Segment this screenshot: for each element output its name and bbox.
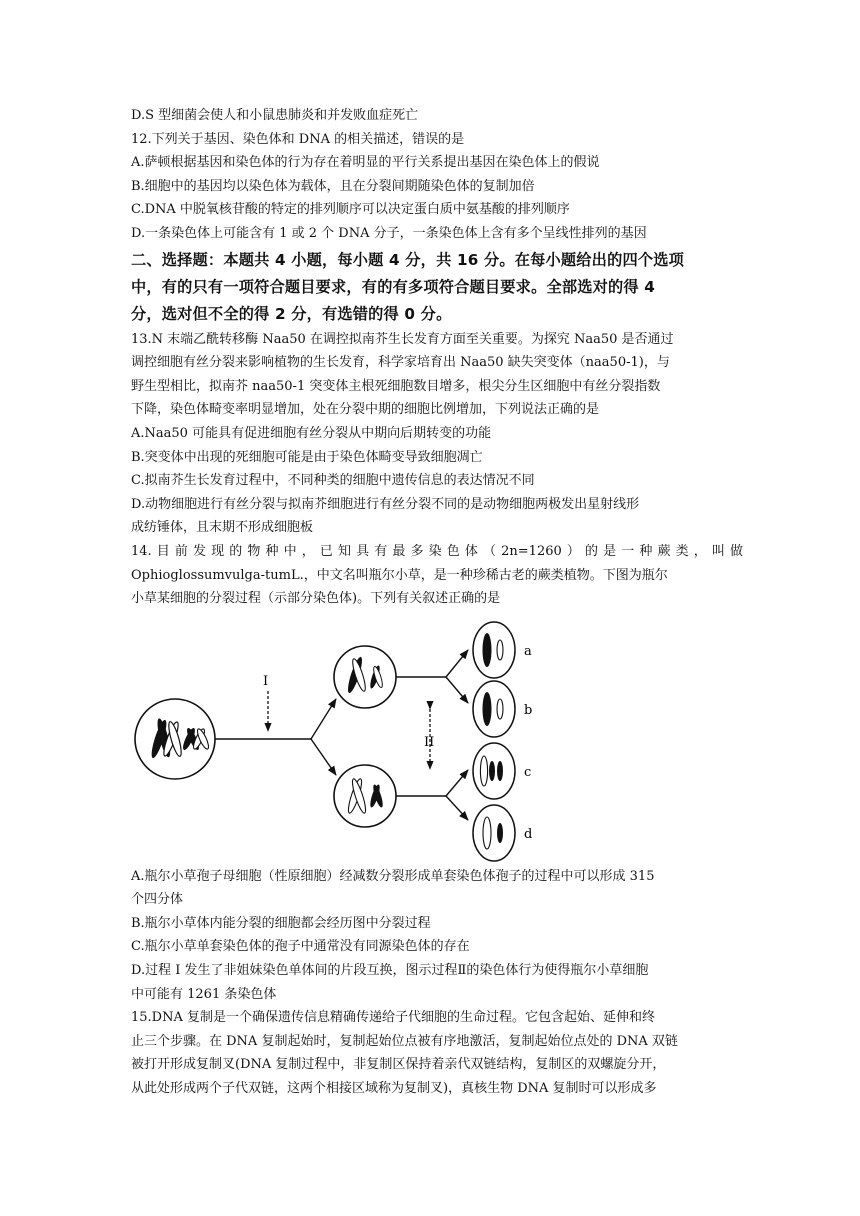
- process-I-arrow: [263, 674, 268, 731]
- section-2-heading-line-1: 二、选择题：本题共 4 小题，每小题 4 分，共 16 分。在每小题给出的四个选项: [131, 250, 685, 269]
- q13-stem-line-4: 下降，染色体畸变率明显增加，处在分裂中期的细胞比例增加，下列说法正确的是: [131, 402, 600, 418]
- label-a: a: [524, 643, 532, 659]
- q13-option-b: B.突变体中出现的死细胞可能是由于染色体畸变导致细胞凋亡: [131, 449, 483, 465]
- exam-page: [131, 104, 743, 1101]
- q14-option-c: C.瓶尔小草单套染色体的孢子中通常没有同源染色体的存在: [131, 939, 470, 955]
- q15-line-2: 止三个步骤。在 DNA 复制起始时，复制起始位点被有序地激活，复制起始位点处的 DNA 双链: [131, 1033, 678, 1049]
- q12-stem: 12.下列关于基因、染色体和 DNA 的相关描述，错误的是: [131, 131, 465, 147]
- q14-option-d-line-2: 中可能有 1261 条染色体: [131, 986, 277, 1002]
- q14-stem-line-2: Ophioglossumvulga-tumL.，中文名叫瓶尔小草，是一种珍稀古老的蕨类植物。下图为瓶尔: [131, 567, 668, 583]
- label-process-II: II: [424, 734, 435, 750]
- q12-option-c: C.DNA 中脱氧核苷酸的特定的排列顺序可以决定蛋白质中氨基酸的排列顺序: [131, 202, 570, 218]
- process-II-arrow: [424, 709, 434, 769]
- q13-option-d-line-2: 成纺锤体，且末期不形成细胞板: [131, 520, 314, 536]
- q14-option-a-line-2: 个四分体: [131, 892, 184, 908]
- secondary-cell-upper: [334, 646, 396, 708]
- q14-option-b: B.瓶尔小草体内能分裂的细胞都会经历图中分裂过程: [131, 915, 431, 931]
- label-b: b: [524, 702, 533, 718]
- q15-line-1: 15.DNA 复制是一个确保遗传信息精确传递给子代细胞的生命过程。它包含起始、延伸和终: [131, 1010, 655, 1026]
- q14-stem-line-1: 14.目前发现的物种中，已知具有最多染色体（2n=1260）的是一种蕨类，叫做: [131, 543, 743, 559]
- daughter-cell-b: [473, 681, 532, 737]
- q14-option-d-line-1: D.过程 I 发生了非姐妹染色单体间的片段互换，图示过程Ⅱ的染色体行为使得瓶尔小草细胞: [131, 963, 649, 979]
- q11-option-d: D.S 型细菌会使人和小鼠患肺炎和并发败血症死亡: [131, 108, 419, 123]
- q15-line-4: 从此处形成两个子代双链，这两个相接区域称为复制叉)，真核生物 DNA 复制时可以形成多: [131, 1081, 657, 1097]
- secondary-cell-lower: [334, 765, 396, 827]
- q13-option-c: C.拟南芥生长发育过程中，不同种类的细胞中遗传信息的表达情况不同: [131, 473, 535, 489]
- q12-option-b: B.细胞中的基因均以染色体为载体，且在分裂间期随染色体的复制加倍: [131, 178, 535, 194]
- q13-stem-line-3: 野生型相比，拟南芥 naa50-1 突变体主根死细胞数目增多，根尖分生区细胞中有丝分裂指数: [131, 378, 661, 394]
- section-2-heading-line-2: 中，有的只有一项符合题目要求，有的有多项符合题目要求。全部选对的得 4: [131, 277, 656, 296]
- daughter-cell-d: [473, 805, 532, 861]
- branch-arrows-1: [215, 699, 336, 775]
- q12-option-a: A.萨顿根据基因和染色体的行为存在着明显的平行关系提出基因在染色体上的假说: [131, 155, 600, 171]
- q13-stem-line-1: 13.N 末端乙酰转移酶 Naa50 在调控拟南芥生长发育方面至关重要。为探究 Naa50 是否通过: [131, 331, 674, 347]
- daughter-cell-c: [473, 743, 531, 799]
- q13-option-a: A.Naa50 可能具有促进细胞有丝分裂从中期向后期转变的功能: [131, 425, 492, 441]
- label-d: d: [524, 826, 533, 842]
- q12-option-d: D.一条染色体上可能含有 1 或 2 个 DNA 分子，一条染色体上含有多个呈线性排列的基因: [131, 225, 647, 241]
- label-c: c: [524, 764, 532, 780]
- cell-division-diagram: [131, 615, 743, 865]
- section-2-heading-line-3: 分，选对但不全的得 2 分，有选错的得 0 分。: [131, 304, 452, 323]
- parent-cell: [135, 699, 215, 779]
- q13-option-d-line-1: D.动物细胞进行有丝分裂与拟南芥细胞进行有丝分裂不同的是动物细胞两极发出星射线形: [131, 496, 640, 512]
- daughter-cell-a: [473, 622, 532, 678]
- q14-option-a-line-1: A.瓶尔小草孢子母细胞（性原细胞）经减数分裂形成单套染色体孢子的过程中可以形成 315: [131, 868, 655, 884]
- q13-stem-line-2: 调控细胞有丝分裂来影响植物的生长发育，科学家培育出 Naa50 缺失突变体（naa50-1)，与: [131, 355, 670, 371]
- q14-stem-line-3: 小草某细胞的分裂过程（示部分染色体)。下列有关叙述正确的是: [131, 591, 501, 607]
- q15-line-3: 被打开形成复制叉(DNA 复制过程中，非复制区保持着亲代双链结构，复制区的双螺旋分开，: [131, 1057, 666, 1073]
- label-process-I: I: [263, 673, 269, 689]
- cell-division-figure: [131, 615, 743, 865]
